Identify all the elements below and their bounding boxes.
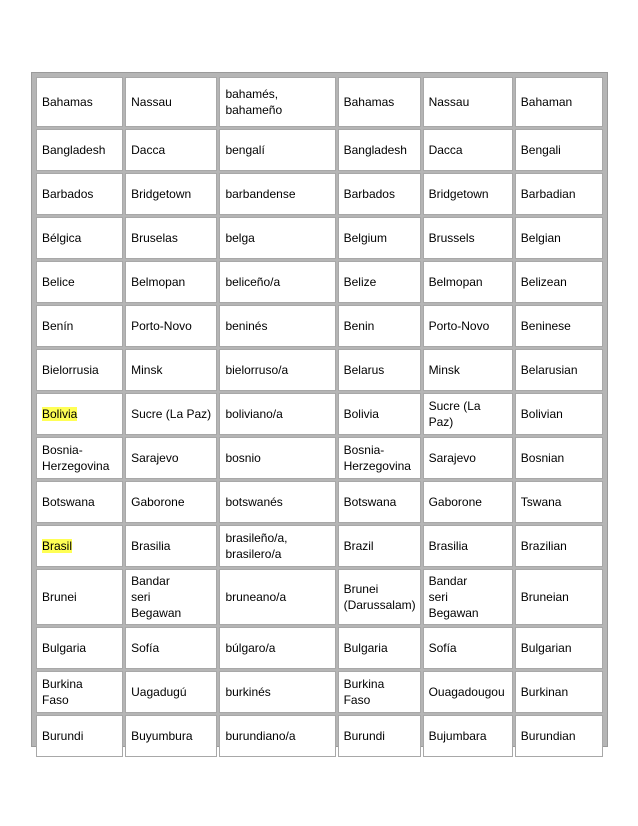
table-cell bbox=[219, 217, 335, 259]
cell-text: Sarajevo bbox=[428, 451, 476, 465]
table-cell bbox=[219, 77, 335, 127]
table-row bbox=[36, 481, 603, 523]
table-cell bbox=[36, 217, 123, 259]
table-cell bbox=[338, 671, 421, 713]
table-cell bbox=[125, 305, 217, 347]
cell-text: botswanés bbox=[225, 495, 283, 509]
table-cell bbox=[125, 217, 217, 259]
cell-text: Brunei bbox=[42, 590, 77, 604]
table-cell bbox=[338, 481, 421, 523]
table-cell bbox=[36, 77, 123, 127]
table-cell bbox=[515, 393, 603, 435]
cell-text: Belarusian bbox=[520, 363, 578, 377]
table-cell bbox=[515, 349, 603, 391]
cell-text: Bahamas bbox=[42, 95, 93, 109]
cell-text: burundiano/a bbox=[225, 729, 296, 743]
cell-text: Brazilian bbox=[520, 539, 567, 553]
table-cell bbox=[125, 569, 217, 625]
table-cell bbox=[125, 77, 217, 127]
table-row bbox=[36, 393, 603, 435]
table-cell bbox=[36, 305, 123, 347]
cell-text: Burkina Faso bbox=[42, 677, 83, 707]
cell-text: Bosnian bbox=[520, 451, 565, 465]
cell-text: bahamés, bahameño bbox=[225, 87, 283, 117]
cell-text: Minsk bbox=[428, 363, 460, 377]
table-cell bbox=[515, 173, 603, 215]
table-cell bbox=[515, 569, 603, 625]
table-cell bbox=[219, 437, 335, 479]
cell-text: Bandar seri Begawan bbox=[428, 574, 479, 620]
table-cell bbox=[515, 525, 603, 567]
cell-text: Burundi bbox=[343, 729, 385, 743]
cell-text: Bosnia- Herzegovina bbox=[343, 443, 411, 473]
table-cell bbox=[338, 129, 421, 171]
table-cell bbox=[36, 393, 123, 435]
cell-text: barbandense bbox=[225, 187, 296, 201]
table-cell bbox=[515, 481, 603, 523]
table-cell bbox=[338, 77, 421, 127]
cell-text: Bulgaria bbox=[42, 641, 87, 655]
table-row bbox=[36, 569, 603, 625]
table-cell bbox=[36, 481, 123, 523]
cell-text: Burkinan bbox=[520, 685, 569, 699]
table-row bbox=[36, 671, 603, 713]
cell-text: Bengali bbox=[520, 143, 561, 157]
table-cell bbox=[219, 261, 335, 303]
cell-text: Beninese bbox=[520, 319, 571, 333]
cell-text: beliceño/a bbox=[225, 275, 281, 289]
table-cell bbox=[423, 77, 513, 127]
table-cell bbox=[219, 481, 335, 523]
cell-text: Bulgaria bbox=[343, 641, 388, 655]
table-cell bbox=[125, 627, 217, 669]
country-table-body bbox=[36, 77, 603, 757]
table-cell bbox=[219, 671, 335, 713]
cell-text: Brazil bbox=[343, 539, 374, 553]
table-cell bbox=[423, 393, 513, 435]
table-cell bbox=[515, 437, 603, 479]
cell-text: Bulgarian bbox=[520, 641, 572, 655]
cell-text: bielorruso/a bbox=[225, 363, 289, 377]
highlighted-cell-text: Brasil bbox=[42, 539, 73, 553]
cell-text: Bruneian bbox=[520, 590, 569, 604]
country-table-frame bbox=[31, 72, 608, 747]
table-row bbox=[36, 261, 603, 303]
cell-text: Brussels bbox=[428, 231, 475, 245]
table-cell bbox=[219, 173, 335, 215]
table-cell bbox=[219, 715, 335, 757]
cell-text: bosnio bbox=[225, 451, 261, 465]
cell-text: boliviano/a bbox=[225, 407, 283, 421]
table-cell bbox=[36, 671, 123, 713]
cell-text: Minsk bbox=[131, 363, 163, 377]
table-cell bbox=[515, 217, 603, 259]
table-cell bbox=[219, 525, 335, 567]
cell-text: Sucre (La Paz) bbox=[131, 407, 212, 421]
table-cell bbox=[219, 393, 335, 435]
table-cell bbox=[125, 349, 217, 391]
table-cell bbox=[423, 525, 513, 567]
table-row bbox=[36, 173, 603, 215]
cell-text: Bielorrusia bbox=[42, 363, 99, 377]
cell-text: Belmopan bbox=[428, 275, 483, 289]
cell-text: Botswana bbox=[343, 495, 397, 509]
cell-text: Belgian bbox=[520, 231, 561, 245]
table-cell bbox=[515, 77, 603, 127]
cell-text: Brasilia bbox=[428, 539, 468, 553]
table-cell bbox=[219, 349, 335, 391]
table-row bbox=[36, 129, 603, 171]
cell-text: burkinés bbox=[225, 685, 271, 699]
table-row bbox=[36, 627, 603, 669]
table-cell bbox=[338, 349, 421, 391]
table-row bbox=[36, 77, 603, 127]
table-cell bbox=[423, 305, 513, 347]
cell-text: Botswana bbox=[42, 495, 95, 509]
cell-text: bengalí bbox=[225, 143, 265, 157]
table-cell bbox=[338, 261, 421, 303]
cell-text: Bridgetown bbox=[131, 187, 192, 201]
table-cell bbox=[338, 305, 421, 347]
cell-text: Sofía bbox=[131, 641, 160, 655]
table-cell bbox=[125, 393, 217, 435]
cell-text: Gaborone bbox=[428, 495, 482, 509]
cell-text: búlgaro/a bbox=[225, 641, 276, 655]
table-cell bbox=[125, 261, 217, 303]
cell-text: Tswana bbox=[520, 495, 562, 509]
table-cell bbox=[36, 129, 123, 171]
table-cell bbox=[125, 481, 217, 523]
cell-text: Burkina Faso bbox=[343, 677, 385, 707]
cell-text: beninés bbox=[225, 319, 268, 333]
table-cell bbox=[423, 715, 513, 757]
table-cell bbox=[36, 437, 123, 479]
table-cell bbox=[423, 437, 513, 479]
table-cell bbox=[338, 569, 421, 625]
table-cell bbox=[338, 627, 421, 669]
cell-text: Dacca bbox=[131, 143, 166, 157]
table-cell bbox=[36, 569, 123, 625]
table-cell bbox=[219, 627, 335, 669]
cell-text: Nassau bbox=[428, 95, 470, 109]
table-cell bbox=[219, 569, 335, 625]
table-cell bbox=[423, 569, 513, 625]
cell-text: Nassau bbox=[131, 95, 172, 109]
country-table bbox=[34, 75, 605, 759]
cell-text: Benín bbox=[42, 319, 74, 333]
cell-text: Bruselas bbox=[131, 231, 178, 245]
cell-text: brasileño/a, brasilero/a bbox=[225, 531, 288, 561]
cell-text: Burundi bbox=[42, 729, 84, 743]
cell-text: Bahaman bbox=[520, 95, 573, 109]
table-cell bbox=[219, 129, 335, 171]
cell-text: Belize bbox=[343, 275, 377, 289]
table-cell bbox=[338, 173, 421, 215]
table-cell bbox=[338, 393, 421, 435]
cell-text: Bosnia- Herzegovina bbox=[42, 443, 110, 473]
table-cell bbox=[338, 715, 421, 757]
cell-text: belga bbox=[225, 231, 255, 245]
table-cell bbox=[125, 437, 217, 479]
cell-text: bruneano/a bbox=[225, 590, 287, 604]
table-cell bbox=[36, 627, 123, 669]
table-cell bbox=[36, 349, 123, 391]
highlighted-cell-text: Bolivia bbox=[42, 407, 78, 421]
cell-text: Bandar seri Begawan bbox=[131, 574, 182, 620]
table-cell bbox=[423, 671, 513, 713]
table-row bbox=[36, 349, 603, 391]
cell-text: Brasilia bbox=[131, 539, 171, 553]
cell-text: Dacca bbox=[428, 143, 463, 157]
table-cell bbox=[423, 217, 513, 259]
cell-text: Sucre (La Paz) bbox=[428, 399, 481, 429]
cell-text: Belice bbox=[42, 275, 75, 289]
table-cell bbox=[125, 715, 217, 757]
cell-text: Belarus bbox=[343, 363, 385, 377]
table-row bbox=[36, 525, 603, 567]
table-cell bbox=[36, 715, 123, 757]
cell-text: Bridgetown bbox=[428, 187, 489, 201]
table-cell bbox=[338, 437, 421, 479]
cell-text: Gaborone bbox=[131, 495, 185, 509]
table-cell bbox=[423, 349, 513, 391]
cell-text: Belizean bbox=[520, 275, 567, 289]
cell-text: Porto-Novo bbox=[131, 319, 192, 333]
cell-text: Bahamas bbox=[343, 95, 395, 109]
cell-text: Brunei (Darussalam) bbox=[343, 582, 416, 612]
table-cell bbox=[125, 173, 217, 215]
cell-text: Bolivian bbox=[520, 407, 563, 421]
cell-text: Barbados bbox=[343, 187, 395, 201]
table-row bbox=[36, 305, 603, 347]
cell-text: Barbados bbox=[42, 187, 94, 201]
table-cell bbox=[515, 715, 603, 757]
cell-text: Ouagadougou bbox=[428, 685, 505, 699]
table-cell bbox=[515, 305, 603, 347]
table-cell bbox=[423, 481, 513, 523]
table-cell bbox=[338, 525, 421, 567]
table-cell bbox=[515, 671, 603, 713]
cell-text: Barbadian bbox=[520, 187, 576, 201]
table-cell bbox=[423, 129, 513, 171]
cell-text: Bujumbara bbox=[428, 729, 487, 743]
cell-text: Bolivia bbox=[343, 407, 379, 421]
table-cell bbox=[125, 129, 217, 171]
table-cell bbox=[125, 525, 217, 567]
table-cell bbox=[36, 525, 123, 567]
table-cell bbox=[338, 217, 421, 259]
cell-text: Buyumbura bbox=[131, 729, 193, 743]
cell-text: Uagadugú bbox=[131, 685, 187, 699]
cell-text: Porto-Novo bbox=[428, 319, 490, 333]
cell-text: Belgium bbox=[343, 231, 387, 245]
table-row bbox=[36, 217, 603, 259]
cell-text: Bélgica bbox=[42, 231, 82, 245]
table-cell bbox=[423, 261, 513, 303]
table-cell bbox=[125, 671, 217, 713]
table-cell bbox=[515, 261, 603, 303]
cell-text: Bangladesh bbox=[42, 143, 106, 157]
cell-text: Burundian bbox=[520, 729, 576, 743]
table-cell bbox=[423, 627, 513, 669]
cell-text: Benin bbox=[343, 319, 375, 333]
table-cell bbox=[515, 129, 603, 171]
cell-text: Belmopan bbox=[131, 275, 186, 289]
cell-text: Sofía bbox=[428, 641, 457, 655]
table-cell bbox=[219, 305, 335, 347]
table-cell bbox=[423, 173, 513, 215]
table-row bbox=[36, 437, 603, 479]
cell-text: Sarajevo bbox=[131, 451, 179, 465]
table-row bbox=[36, 715, 603, 757]
table-cell bbox=[36, 173, 123, 215]
table-cell bbox=[515, 627, 603, 669]
table-cell bbox=[36, 261, 123, 303]
cell-text: Bangladesh bbox=[343, 143, 407, 157]
